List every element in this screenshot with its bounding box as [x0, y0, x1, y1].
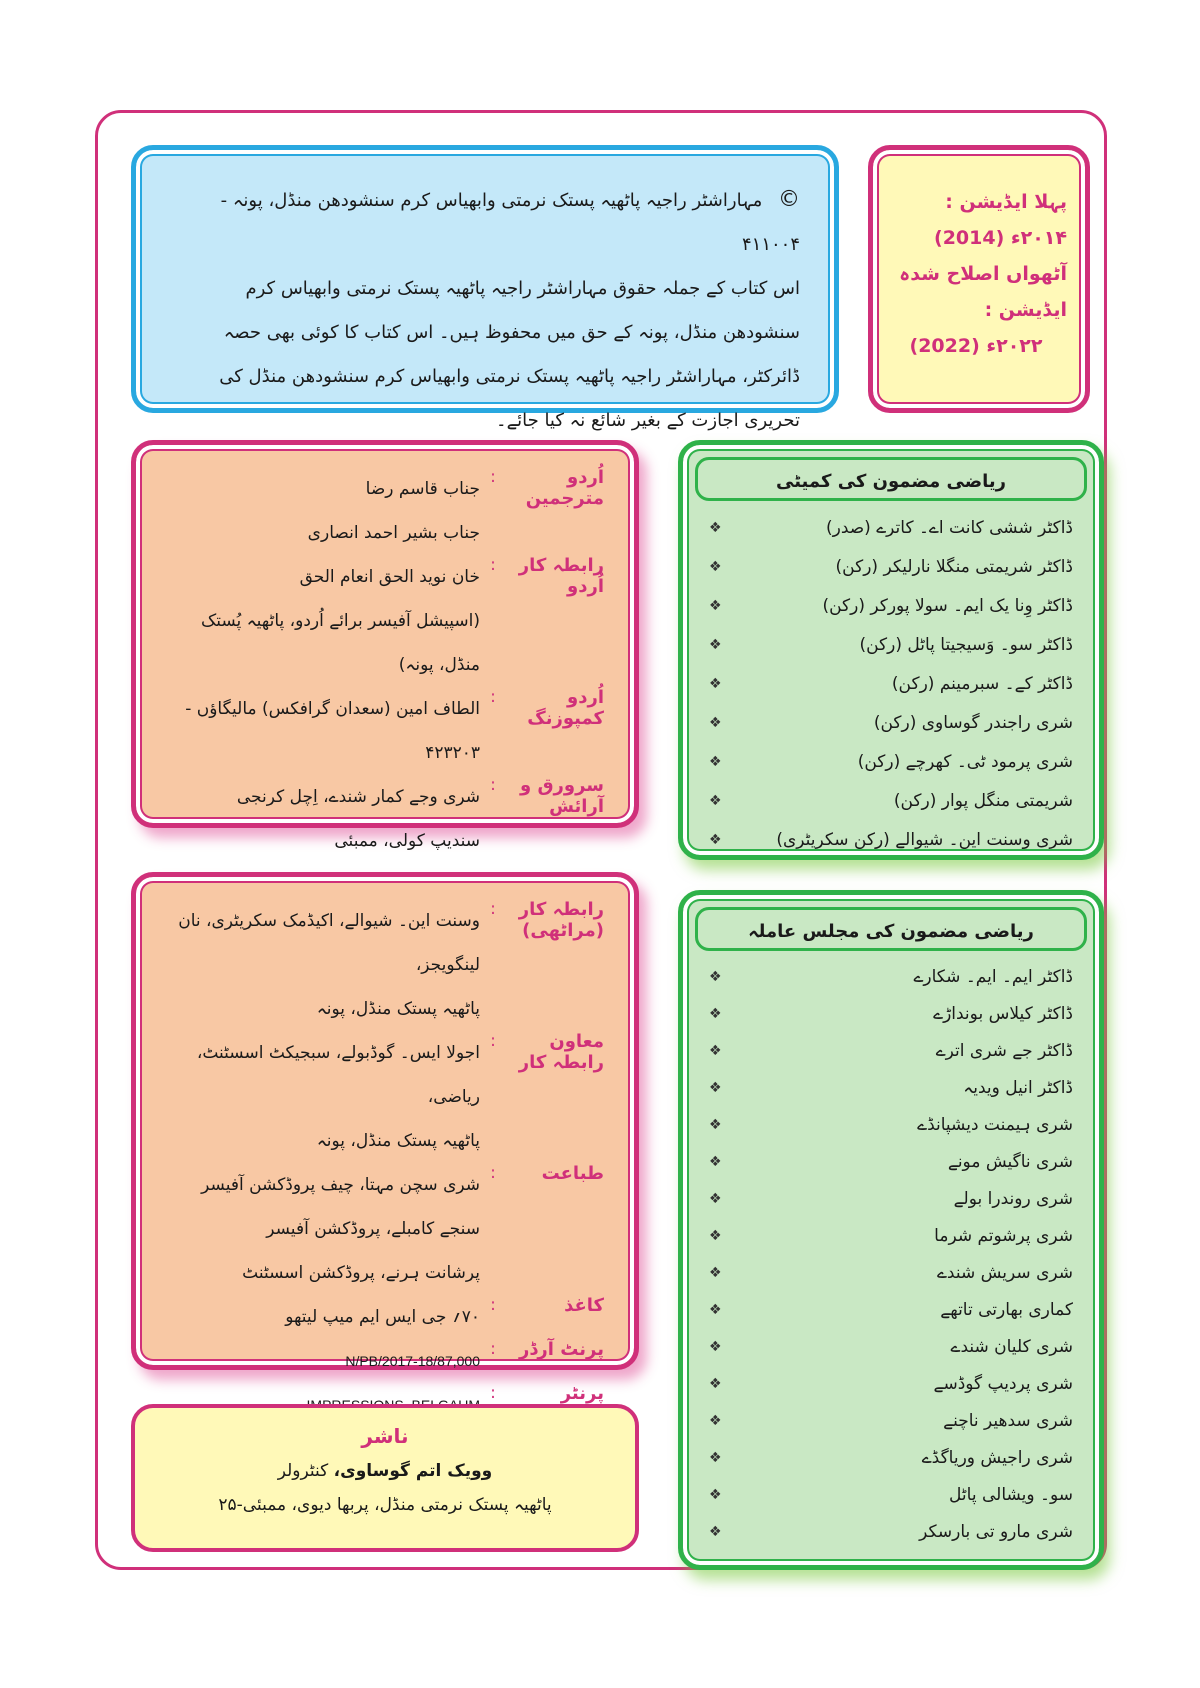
member-name: شری راجندر گوساوی (رکن): [873, 713, 1073, 733]
member-item: [709, 704, 1073, 743]
member-name: شریمتی منگل پوار (رکن): [893, 791, 1073, 811]
credit-colon: :: [490, 687, 496, 707]
credit-colon: :: [490, 899, 496, 919]
diamond-bullet-icon: ❖: [709, 1450, 722, 1466]
credit-label: پرنٹ آرڈر: [519, 1339, 604, 1360]
member-item: [709, 1033, 1073, 1070]
credit-value-line: ۷۰؍ جی ایس ایم میپ لیتھو: [285, 1307, 480, 1327]
member-item: [709, 1255, 1073, 1292]
member-item: [709, 821, 1073, 860]
member-name: ڈاکٹر سو۔ وَسیجیتا پاٹل (رکن): [859, 635, 1073, 655]
publisher-title: ناشر: [361, 1424, 409, 1448]
member-item: [709, 1477, 1073, 1514]
first-edition: پہلا ایڈیشن : ۲۰۱۴ء (2014): [934, 191, 1067, 249]
committee-title: ریاضی مضمون کی کمیٹی: [695, 457, 1087, 501]
credit-value-line: جناب بشیر احمد انصاری: [307, 523, 480, 543]
member-item: [709, 1403, 1073, 1440]
diamond-bullet-icon: ❖: [709, 1265, 722, 1281]
publisher-role: کنٹرولر: [277, 1461, 329, 1481]
member-item: [709, 1218, 1073, 1255]
copyright-symbol: ©: [778, 187, 800, 212]
credit-colon: :: [490, 467, 496, 487]
diamond-bullet-icon: ❖: [709, 1191, 722, 1207]
member-name: ڈاکٹر شریمتی منگلا نارلیکر (رکن): [835, 557, 1073, 577]
credit-value-line: وسنت این۔ شیوالے، اکیڈمک سکریٹری، نان لینگویجز،: [178, 911, 480, 975]
diamond-bullet-icon: ❖: [709, 1228, 722, 1244]
copyright-body: اس کتاب کے جملہ حقوق مہاراشٹر راجیہ پاٹھیہ پستک نرمتی وابھیاس کرم سنشودھن منڈل، پونہ کے حق میں محفوظ ہیں۔ اس کتاب کا کوئی بھی حصہ ڈائرکٹر، مہاراشٹر راجیہ پاٹھیہ پستک نرمتی وابھیاس کرم سنشودھن منڈل کی تحریری اجازت کے بغیر شائع نہ کیا جائے۔: [219, 278, 800, 431]
credit-values: [156, 555, 480, 687]
credit-values: [156, 687, 480, 775]
credit-value-line: پاٹھیہ پستک منڈل، پونہ: [316, 1131, 480, 1151]
credit-colon: :: [490, 1383, 496, 1403]
member-name: شری پرمود ٹی۔ کھرچے (رکن): [857, 752, 1073, 772]
member-item: [709, 743, 1073, 782]
member-name: شری سریش شندے: [936, 1263, 1073, 1283]
diamond-bullet-icon: ❖: [709, 969, 722, 985]
member-item: [709, 1181, 1073, 1218]
member-name: ڈاکٹر انیل ویدیہ: [963, 1078, 1073, 1098]
credit-value-line: خان نوید الحق انعام الحق: [299, 567, 480, 587]
credit-value-line: N/PB/2017-18/87,000: [345, 1353, 480, 1369]
math-committee-box: [678, 440, 1104, 860]
credit-colon: :: [490, 1339, 496, 1359]
member-item: [709, 1292, 1073, 1329]
credit-value-line: سندیپ کولی، ممبئی: [334, 831, 480, 851]
credit-label: اُردو کمپوزنگ: [527, 687, 604, 729]
member-item: [709, 782, 1073, 821]
member-item: [709, 548, 1073, 587]
publisher-name: وویک اتم گوساوی،: [333, 1461, 493, 1481]
credit-value-line: اجولا ایس۔ گوڈبولے، سبجیکٹ اسسٹنٹ، ریاضی،: [196, 1043, 480, 1107]
credit-row: [156, 687, 604, 775]
credit-value-line: پاٹھیہ پستک منڈل، پونہ: [316, 999, 480, 1019]
member-name: شری وسنت این۔ شیوالے (رکن سکریٹری): [776, 830, 1073, 850]
member-name: ڈاکٹر کے۔ سبرمینم (رکن): [891, 674, 1073, 694]
credit-value-line: الطاف امین (سعدان گرافکس) مالیگاؤں - ۴۲۳۲۰۳: [185, 699, 480, 763]
credit-colon: :: [490, 1295, 496, 1315]
credit-value-line: پرشانت ہرنے، پروڈکشن اسسٹنٹ: [242, 1263, 480, 1283]
diamond-bullet-icon: ❖: [709, 637, 722, 653]
member-item: [709, 959, 1073, 996]
member-name: شری مارو تی بارسکر: [919, 1522, 1073, 1542]
member-item: [709, 1107, 1073, 1144]
member-name: ڈاکٹر ششی کانت اے۔ کاترے (صدر): [825, 518, 1073, 538]
diamond-bullet-icon: ❖: [709, 1080, 722, 1096]
diamond-bullet-icon: ❖: [709, 1117, 722, 1133]
member-item: [709, 1329, 1073, 1366]
diamond-bullet-icon: ❖: [709, 1487, 722, 1503]
publisher-name-line: [155, 1454, 615, 1488]
credit-values: [156, 899, 480, 1031]
credits-box-urdu: [131, 440, 639, 851]
credit-values: [156, 467, 480, 555]
diamond-bullet-icon: ❖: [709, 715, 722, 731]
credit-label: سرورق و آرائش: [520, 775, 604, 817]
member-name: شری پردیپ گوڈسے: [933, 1374, 1073, 1394]
edition-box: [868, 145, 1090, 413]
member-item: [709, 1070, 1073, 1107]
diamond-bullet-icon: ❖: [709, 1413, 722, 1429]
credit-row: [156, 467, 604, 555]
diamond-bullet-icon: ❖: [709, 1339, 722, 1355]
member-item: [709, 1366, 1073, 1403]
member-name: شری پرشوتم شرما: [934, 1226, 1073, 1246]
credit-value-line: شری سچن مہتا، چیف پروڈکشن آفیسر: [201, 1175, 480, 1195]
member-name: ڈاکٹر جے شری اترے: [935, 1041, 1073, 1061]
credit-values: [156, 1295, 480, 1339]
committee-members-list: [683, 509, 1099, 860]
member-name: شری سدھیر ناچنے: [943, 1411, 1073, 1431]
diamond-bullet-icon: ❖: [709, 832, 722, 848]
member-name: ڈاکٹر کیلاس بونداڑے: [933, 1004, 1073, 1024]
member-name: ڈاکٹر وِنا یک ایم۔ سولا پورکر (رکن): [822, 596, 1073, 616]
credit-colon: :: [490, 1031, 496, 1051]
member-item: [709, 509, 1073, 548]
credit-values: [156, 775, 480, 863]
credits-box-production: [131, 872, 639, 1404]
copyright-line1: [166, 178, 800, 267]
diamond-bullet-icon: ❖: [709, 1376, 722, 1392]
member-item: [709, 1514, 1073, 1551]
credit-row: [156, 1163, 604, 1295]
council-title: ریاضی مضمون کی مجلس عاملہ: [695, 907, 1087, 951]
council-members-list: [683, 959, 1099, 1551]
diamond-bullet-icon: ❖: [709, 598, 722, 614]
member-name: سو۔ ویشالی پاٹل: [949, 1485, 1073, 1505]
credit-colon: :: [490, 1163, 496, 1183]
member-name: شری راجیش وریاگڈے: [921, 1448, 1073, 1468]
diamond-bullet-icon: ❖: [709, 520, 722, 536]
diamond-bullet-icon: ❖: [709, 1524, 722, 1540]
credit-row: [156, 1339, 604, 1383]
member-item: [709, 626, 1073, 665]
member-item: [709, 996, 1073, 1033]
credit-row: [156, 1031, 604, 1163]
member-name: کماری بھارتی تاتھے: [940, 1300, 1073, 1320]
revised-edition-year: ۲۰۲۲ء (2022): [909, 335, 1043, 357]
credit-row: [156, 775, 604, 863]
member-name: شری کلیان شندے: [950, 1337, 1073, 1357]
credit-value-line: شری وجے کمار شندے، اِچل کرنجی: [236, 787, 480, 807]
member-name: شری ہیمنت دیشپانڈے: [917, 1115, 1073, 1135]
credit-label: معاون رابطہ کار: [518, 1031, 604, 1073]
credit-values: [156, 1031, 480, 1163]
member-item: [709, 587, 1073, 626]
diamond-bullet-icon: ❖: [709, 1302, 722, 1318]
credit-label: کاغذ: [564, 1295, 604, 1316]
credit-row: [156, 899, 604, 1031]
credit-colon: :: [490, 555, 496, 575]
diamond-bullet-icon: ❖: [709, 676, 722, 692]
credit-label: رابطہ کار اُردو: [518, 555, 604, 597]
member-item: [709, 665, 1073, 704]
member-name: شری ناگیش مونے: [947, 1152, 1073, 1172]
diamond-bullet-icon: ❖: [709, 754, 722, 770]
copyright-box: [131, 145, 839, 431]
credit-row: [156, 555, 604, 687]
publisher-address: پاٹھیہ پستک نرمتی منڈل، پربھا دیوی، ممبئی-۲۵: [218, 1495, 552, 1515]
credit-label: رابطہ کار (مراٹھی): [518, 899, 604, 941]
credit-values: [156, 1339, 480, 1383]
diamond-bullet-icon: ❖: [709, 1043, 722, 1059]
diamond-bullet-icon: ❖: [709, 793, 722, 809]
credit-colon: :: [490, 775, 496, 795]
credit-label: اُردو مترجمین: [525, 467, 604, 509]
copyright-publisher: مہاراشٹر راجیہ پاٹھیہ پستک نرمتی وابھیاس کرم سنشودھن منڈل، پونہ - ۴۱۱۰۰۴: [220, 190, 800, 255]
credit-value-line: (اسپیشل آفیسر برائے اُردو، پاٹھیہ پُستک منڈل، پونہ): [201, 611, 480, 675]
member-name: ڈاکٹر ایم۔ ایم۔ شکارے: [913, 967, 1073, 987]
credit-label: طباعت: [541, 1163, 604, 1184]
credit-value-line: جناب قاسم رضا: [365, 479, 480, 499]
math-council-box: [678, 890, 1104, 1570]
credit-row: [156, 1295, 604, 1339]
member-item: [709, 1144, 1073, 1181]
diamond-bullet-icon: ❖: [709, 559, 722, 575]
member-item: [709, 1440, 1073, 1477]
publisher-box: [131, 1404, 639, 1552]
diamond-bullet-icon: ❖: [709, 1006, 722, 1022]
revised-edition-label: آٹھواں اصلاح شدہ ایڈیشن :: [899, 263, 1067, 321]
diamond-bullet-icon: ❖: [709, 1154, 722, 1170]
credit-value-line: سنجے کامبلے، پروڈکشن آفیسر: [266, 1219, 480, 1239]
credit-values: [156, 1163, 480, 1295]
member-name: شری روندرا بولے: [953, 1189, 1073, 1209]
credit-label: پرنٹر: [560, 1383, 604, 1404]
